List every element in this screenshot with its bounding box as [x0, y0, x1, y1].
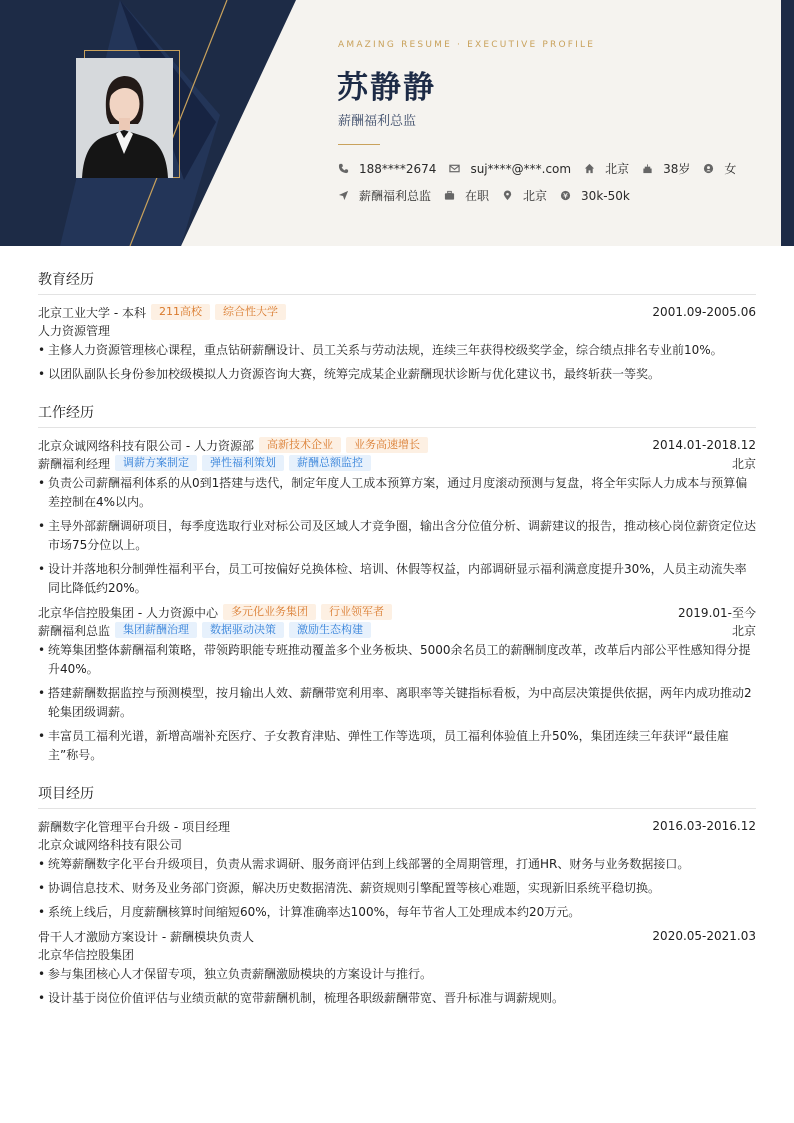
work-date: 2019.01-至今: [678, 605, 756, 620]
resume-header: [0, 0, 794, 246]
phone-icon: [338, 163, 349, 174]
role-name: 薪酬福利总监: [38, 623, 111, 638]
target-position-item: [338, 187, 431, 204]
target-city-item: [502, 187, 547, 204]
email-text: suj****@***.com: [470, 161, 572, 176]
role-row: [38, 454, 756, 472]
education-bullets: [38, 341, 756, 384]
city-item: [584, 160, 629, 177]
work-entry: [38, 436, 756, 598]
project-org-row: [38, 835, 756, 853]
school-line: [38, 304, 286, 321]
company-tag: 行业领军者: [321, 604, 392, 620]
work-city: 北京: [731, 456, 756, 471]
role-row: [38, 621, 756, 639]
gender-item: [703, 160, 736, 177]
company-tag: 高新技术企业: [259, 437, 341, 453]
phone-item: [338, 162, 436, 176]
project-date: 2020.05-2021.03: [652, 929, 756, 943]
company-tag: 多元化业务集团: [223, 604, 316, 620]
section-title: 教育经历: [38, 270, 756, 295]
role-tag: 集团薪酬治理: [115, 622, 197, 638]
projects-section: [38, 784, 756, 1008]
project-bullets: [38, 965, 756, 1008]
bullet-item: • 搭建薪酬数据监控与预测模型，按月输出人效、薪酬带宽利用率、离职率等关键指标看板，为中高层决策提供依据，两年内成功推动2轮集团级调薪。: [38, 684, 756, 722]
major: 人力资源管理: [38, 323, 111, 338]
role-tag: 弹性福利策划: [202, 455, 284, 471]
project-header-row: [38, 817, 756, 835]
email-item: [449, 162, 571, 176]
send-icon: [338, 190, 349, 201]
project-entry: [38, 817, 756, 922]
project-header-row: [38, 927, 756, 945]
bullet-item: • 主导外部薪酬调研项目，每季度选取行业对标公司及区域人才竞争圈，输出含分位值分析、调薪建议的报告，推动核心岗位薪资定位达市场75分位以上。: [38, 517, 756, 555]
gender-icon: [703, 163, 714, 174]
work-bullets: [38, 474, 756, 598]
education-date: 2001.09-2005.06: [652, 305, 756, 319]
age-item: [642, 160, 690, 177]
profile-photo: [76, 58, 173, 178]
section-title: 工作经历: [38, 403, 756, 428]
city-text: 北京: [605, 162, 630, 176]
candidate-title: 薪酬福利总监: [338, 114, 417, 129]
role-line: [38, 622, 371, 639]
project-org: 北京华信控股集团: [38, 947, 135, 962]
bullet-item: • 统筹薪酬数字化平台升级项目，负责从需求调研、服务商评估到上线部署的全周期管理，打通HR、财务与业务数据接口。: [38, 855, 756, 874]
major-row: [38, 321, 756, 339]
bullet-item: • 协调信息技术、财务及业务部门资源，解决历史数据清洗、薪资规则引擎配置等核心难题，实现新旧系统平稳切换。: [38, 879, 756, 898]
gold-divider: [338, 144, 380, 145]
education-header-row: [38, 303, 756, 321]
bullet-item: • 设计并落地积分制弹性福利平台，员工可按偏好兑换体检、培训、休假等权益，内部调研显示福利满意度提升30%，人员主动流失率同比降低约20%。: [38, 560, 756, 598]
bullet-item: • 系统上线后，月度薪酬核算时间缩短60%，计算准确率达100%，每年节省人工处理成本约20万元。: [38, 903, 756, 922]
company-row: [38, 436, 756, 454]
bullet-item: • 以团队副队长身份参加校级模拟人力资源咨询大赛，统筹完成某企业薪酬现状诊断与优化建议书，最终斩获一等奖。: [38, 365, 756, 384]
cake-icon: [642, 163, 653, 174]
company-name: 北京华信控股集团 - 人力资源中心: [38, 605, 218, 620]
target-city-text: 北京: [523, 189, 548, 203]
project-name: 骨干人才激励方案设计 - 薪酬模块负责人: [38, 929, 254, 944]
role-tag: 薪酬总额监控: [289, 455, 371, 471]
bullet-item: • 统筹集团整体薪酬福利策略，带领跨职能专班推动覆盖多个业务板块、5000余名员工的薪酬制度改革，改革后内部公平性感知得分提升40%。: [38, 641, 756, 679]
project-org: 北京众诚网络科技有限公司: [38, 837, 183, 852]
status-text: 在职: [465, 189, 490, 203]
target-position-text: 薪酬福利总监: [359, 189, 432, 203]
project-bullets: [38, 855, 756, 922]
candidate-name: 苏静静: [337, 70, 436, 106]
project-name: 薪酬数字化管理平台升级 - 项目经理: [38, 819, 230, 834]
status-item: [444, 187, 489, 204]
job-intent-row: [338, 187, 643, 204]
school-tag: 综合性大学: [215, 304, 286, 320]
gender-text: 女: [724, 162, 737, 176]
work-date: 2014.01-2018.12: [652, 438, 756, 452]
salary-item: [560, 189, 630, 203]
work-bullets: [38, 641, 756, 765]
section-title: 项目经历: [38, 784, 756, 809]
eyebrow-label: AMAZING RESUME · EXECUTIVE PROFILE: [338, 40, 596, 50]
home-icon: [584, 163, 595, 174]
briefcase-icon: [444, 190, 455, 201]
education-section: [38, 270, 756, 384]
company-tag: 业务高速增长: [346, 437, 428, 453]
salary-icon: [560, 190, 571, 201]
role-name: 薪酬福利经理: [38, 456, 111, 471]
role-tag: 调薪方案制定: [115, 455, 197, 471]
bullet-item: • 负责公司薪酬福利体系的从0到1搭建与迭代，制定年度人工成本预算方案，通过月度滚动预测与复盘，将全年实际人力成本与预算偏差控制在4%以内。: [38, 474, 756, 512]
project-org-row: [38, 945, 756, 963]
education-entry: [38, 303, 756, 384]
company-line: [38, 437, 428, 454]
right-stripe: [781, 0, 794, 246]
bullet-item: • 设计基于岗位价值评估与业绩贡献的宽带薪酬机制，梳理各职级薪酬带宽、晋升标准与调薪规则。: [38, 989, 756, 1008]
project-date: 2016.03-2016.12: [652, 819, 756, 833]
role-tag: 激励生态构建: [289, 622, 371, 638]
contact-row: [338, 160, 749, 177]
role-line: [38, 455, 371, 472]
work-section: [38, 403, 756, 765]
work-city: 北京: [731, 623, 756, 638]
company-line: [38, 604, 392, 621]
resume-body: [38, 270, 756, 1027]
bullet-item: • 主修人力资源管理核心课程，重点钻研薪酬设计、员工关系与劳动法规，连续三年获得校级奖学金，综合绩点排名专业前10%。: [38, 341, 756, 360]
bullet-item: • 丰富员工福利光谱，新增高端补充医疗、子女教育津贴、弹性工作等选项，员工福利体验值上升50%，集团连续三年获评“最佳雇主”称号。: [38, 727, 756, 765]
company-name: 北京众诚网络科技有限公司 - 人力资源部: [38, 438, 254, 453]
work-entry: [38, 603, 756, 765]
bullet-item: • 参与集团核心人才保留专项，独立负责薪酬激励模块的方案设计与推行。: [38, 965, 756, 984]
role-tag: 数据驱动决策: [202, 622, 284, 638]
mail-icon: [449, 163, 460, 174]
project-entry: [38, 927, 756, 1008]
school-tag: 211高校: [151, 304, 210, 320]
school-name: 北京工业大学 - 本科: [38, 305, 146, 320]
age-text: 38岁: [663, 162, 691, 176]
location-pin-icon: [502, 190, 513, 201]
company-row: [38, 603, 756, 621]
salary-text: 30k-50k: [581, 188, 630, 203]
phone-text: 188****2674: [359, 161, 437, 176]
